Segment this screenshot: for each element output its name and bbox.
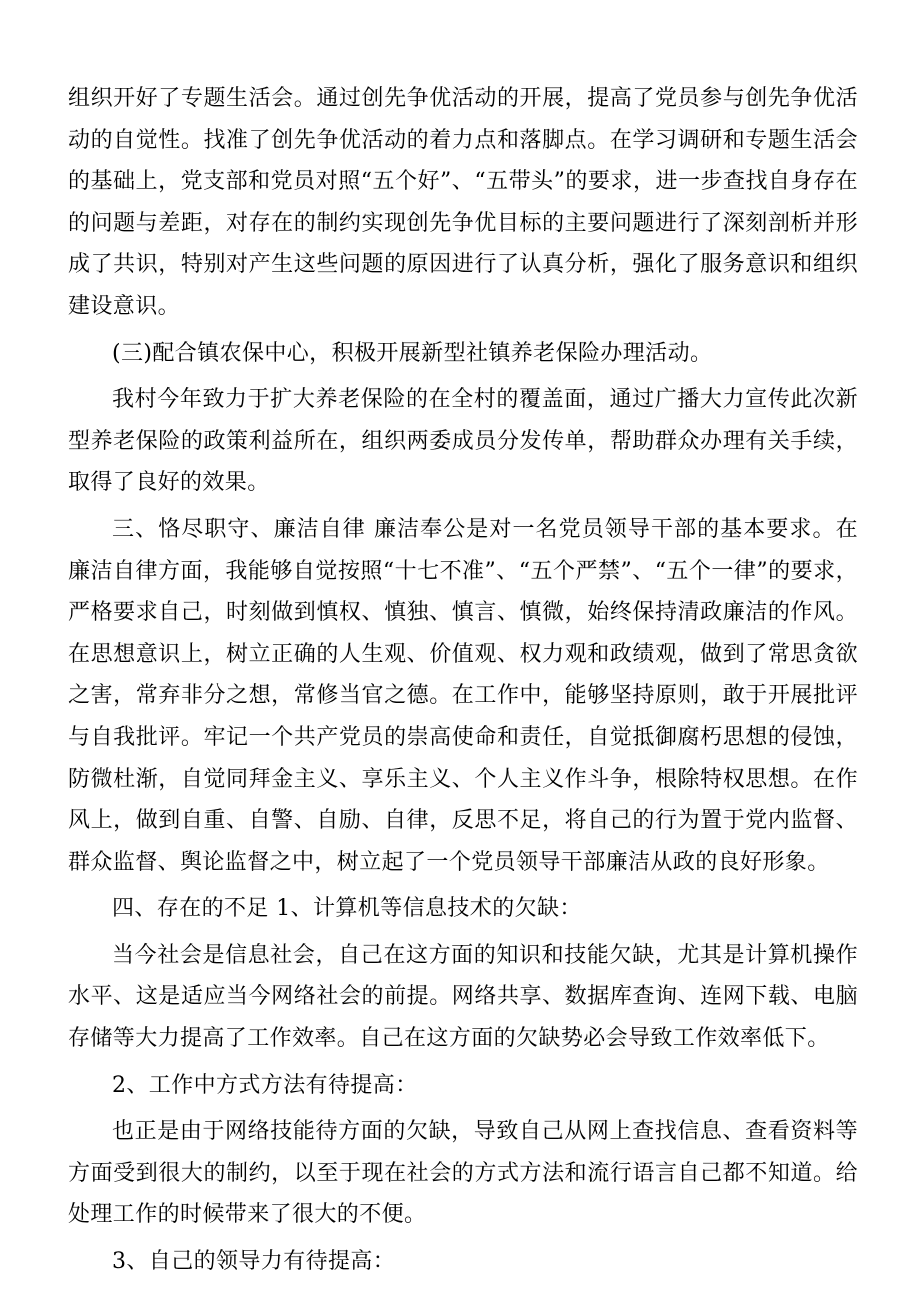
- paragraph-information-society: 当今社会是信息社会，自己在这方面的知识和技能欠缺，尤其是计算机操作水平、这是适应当今网络社会的前提。网络共享、数据库查询、连网下载、电脑存储等大力提高了工作效率。自己在这方面的欠缺势必会导致工作效率低下。: [68, 942, 858, 1052]
- paragraph-integrity-self-discipline: 三、恪尽职守、廉洁自律 廉洁奉公是对一名党员领导干部的基本要求。在廉洁自律方面，我能够自觉按照“十七不准”、“五个严禁”、“五个一律”的要求，严格要求自己，时刻做到慎权、慎独、慎言、慎微，始终保持清政廉洁的作风。在思想意识上，树立正确的人生观、价值观、权力观和政绩观，做到了常思贪欲之害，常弃非分之想，常修当官之德。在工作中，能够坚持原则，敢于开展批评与自我批评。牢记一个共产党员的崇高使命和责任，自觉抵御腐朽思想的侵蚀，防微杜渐，自觉同拜金主义、享乐主义、个人主义作斗争，根除特权思想。在作风上，做到自重、自警、自励、自律，反思不足，将自己的行为置于党内监督、群众监督、舆论监督之中，树立起了一个党员领导干部廉洁从政的良好形象。: [68, 516, 858, 875]
- paragraph-network-skills: 也正是由于网络技能待方面的欠缺，导致自己从网上查找信息、查看资料等方面受到很大的制约，以至于现在社会的方式方法和流行语言自己都不知道。给处理工作的时候带来了很大的不便。: [68, 1119, 858, 1228]
- document-page: [68, 78, 858, 1283]
- paragraph-specialized-life-meeting: 组织开好了专题生活会。通过创先争优活动的开展，提高了党员参与创先争优活动的自觉性。找准了创先争优活动的着力点和落脚点。在学习调研和专题生活会的基础上，党支部和党员对照“五个好”、“五带头”的要求，进一步查找自身存在的问题与差距，对存在的制约实现创先争优目标的主要问题进行了深刻剖析并形成了共识，特别对产生这些问题的原因进行了认真分析，强化了服务意识和组织建设意识。: [68, 86, 858, 319]
- paragraph-shortcomings-heading: 四、存在的不足 1、计算机等信息技术的欠缺：: [112, 896, 582, 922]
- paragraph-leadership-heading: 3、自己的领导力有待提高：: [112, 1249, 396, 1275]
- paragraph-pension-heading: (三)配合镇农保中心，积极开展新型社镇养老保险办理活动。: [112, 340, 713, 366]
- paragraph-methods-heading: 2、工作中方式方法有待提高：: [112, 1072, 418, 1098]
- paragraph-pension-coverage: 我村今年致力于扩大养老保险的在全村的覆盖面，通过广播大力宣传此次新型养老保险的政策利益所在，组织两委成员分发传单，帮助群众办理有关手续，取得了良好的效果。: [68, 387, 858, 496]
